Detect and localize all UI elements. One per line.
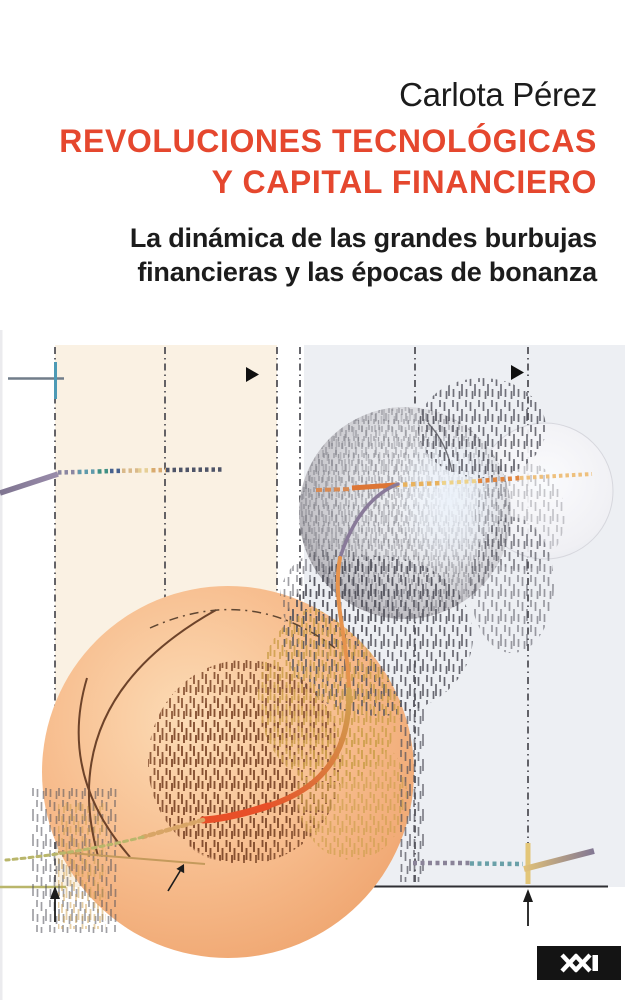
- author-name: Carlota Pérez: [399, 76, 597, 113]
- subtitle-line-2: financieras y las épocas de bonanza: [137, 257, 597, 287]
- left-edge-shade: [0, 330, 3, 1000]
- title-line-2: Y CAPITAL FINANCIERO: [211, 164, 597, 200]
- siglo-xxi-logo-icon: [537, 946, 621, 980]
- title-line-1: REVOLUCIONES TECNOLÓGICAS: [59, 123, 597, 159]
- up-arrow-icon: [523, 889, 533, 926]
- subtitle-line-1: La dinámica de las grandes burbujas: [129, 223, 597, 253]
- purple-trend-line: [0, 474, 58, 493]
- publisher-logo: [537, 946, 621, 980]
- crosshair-marker: [8, 362, 64, 399]
